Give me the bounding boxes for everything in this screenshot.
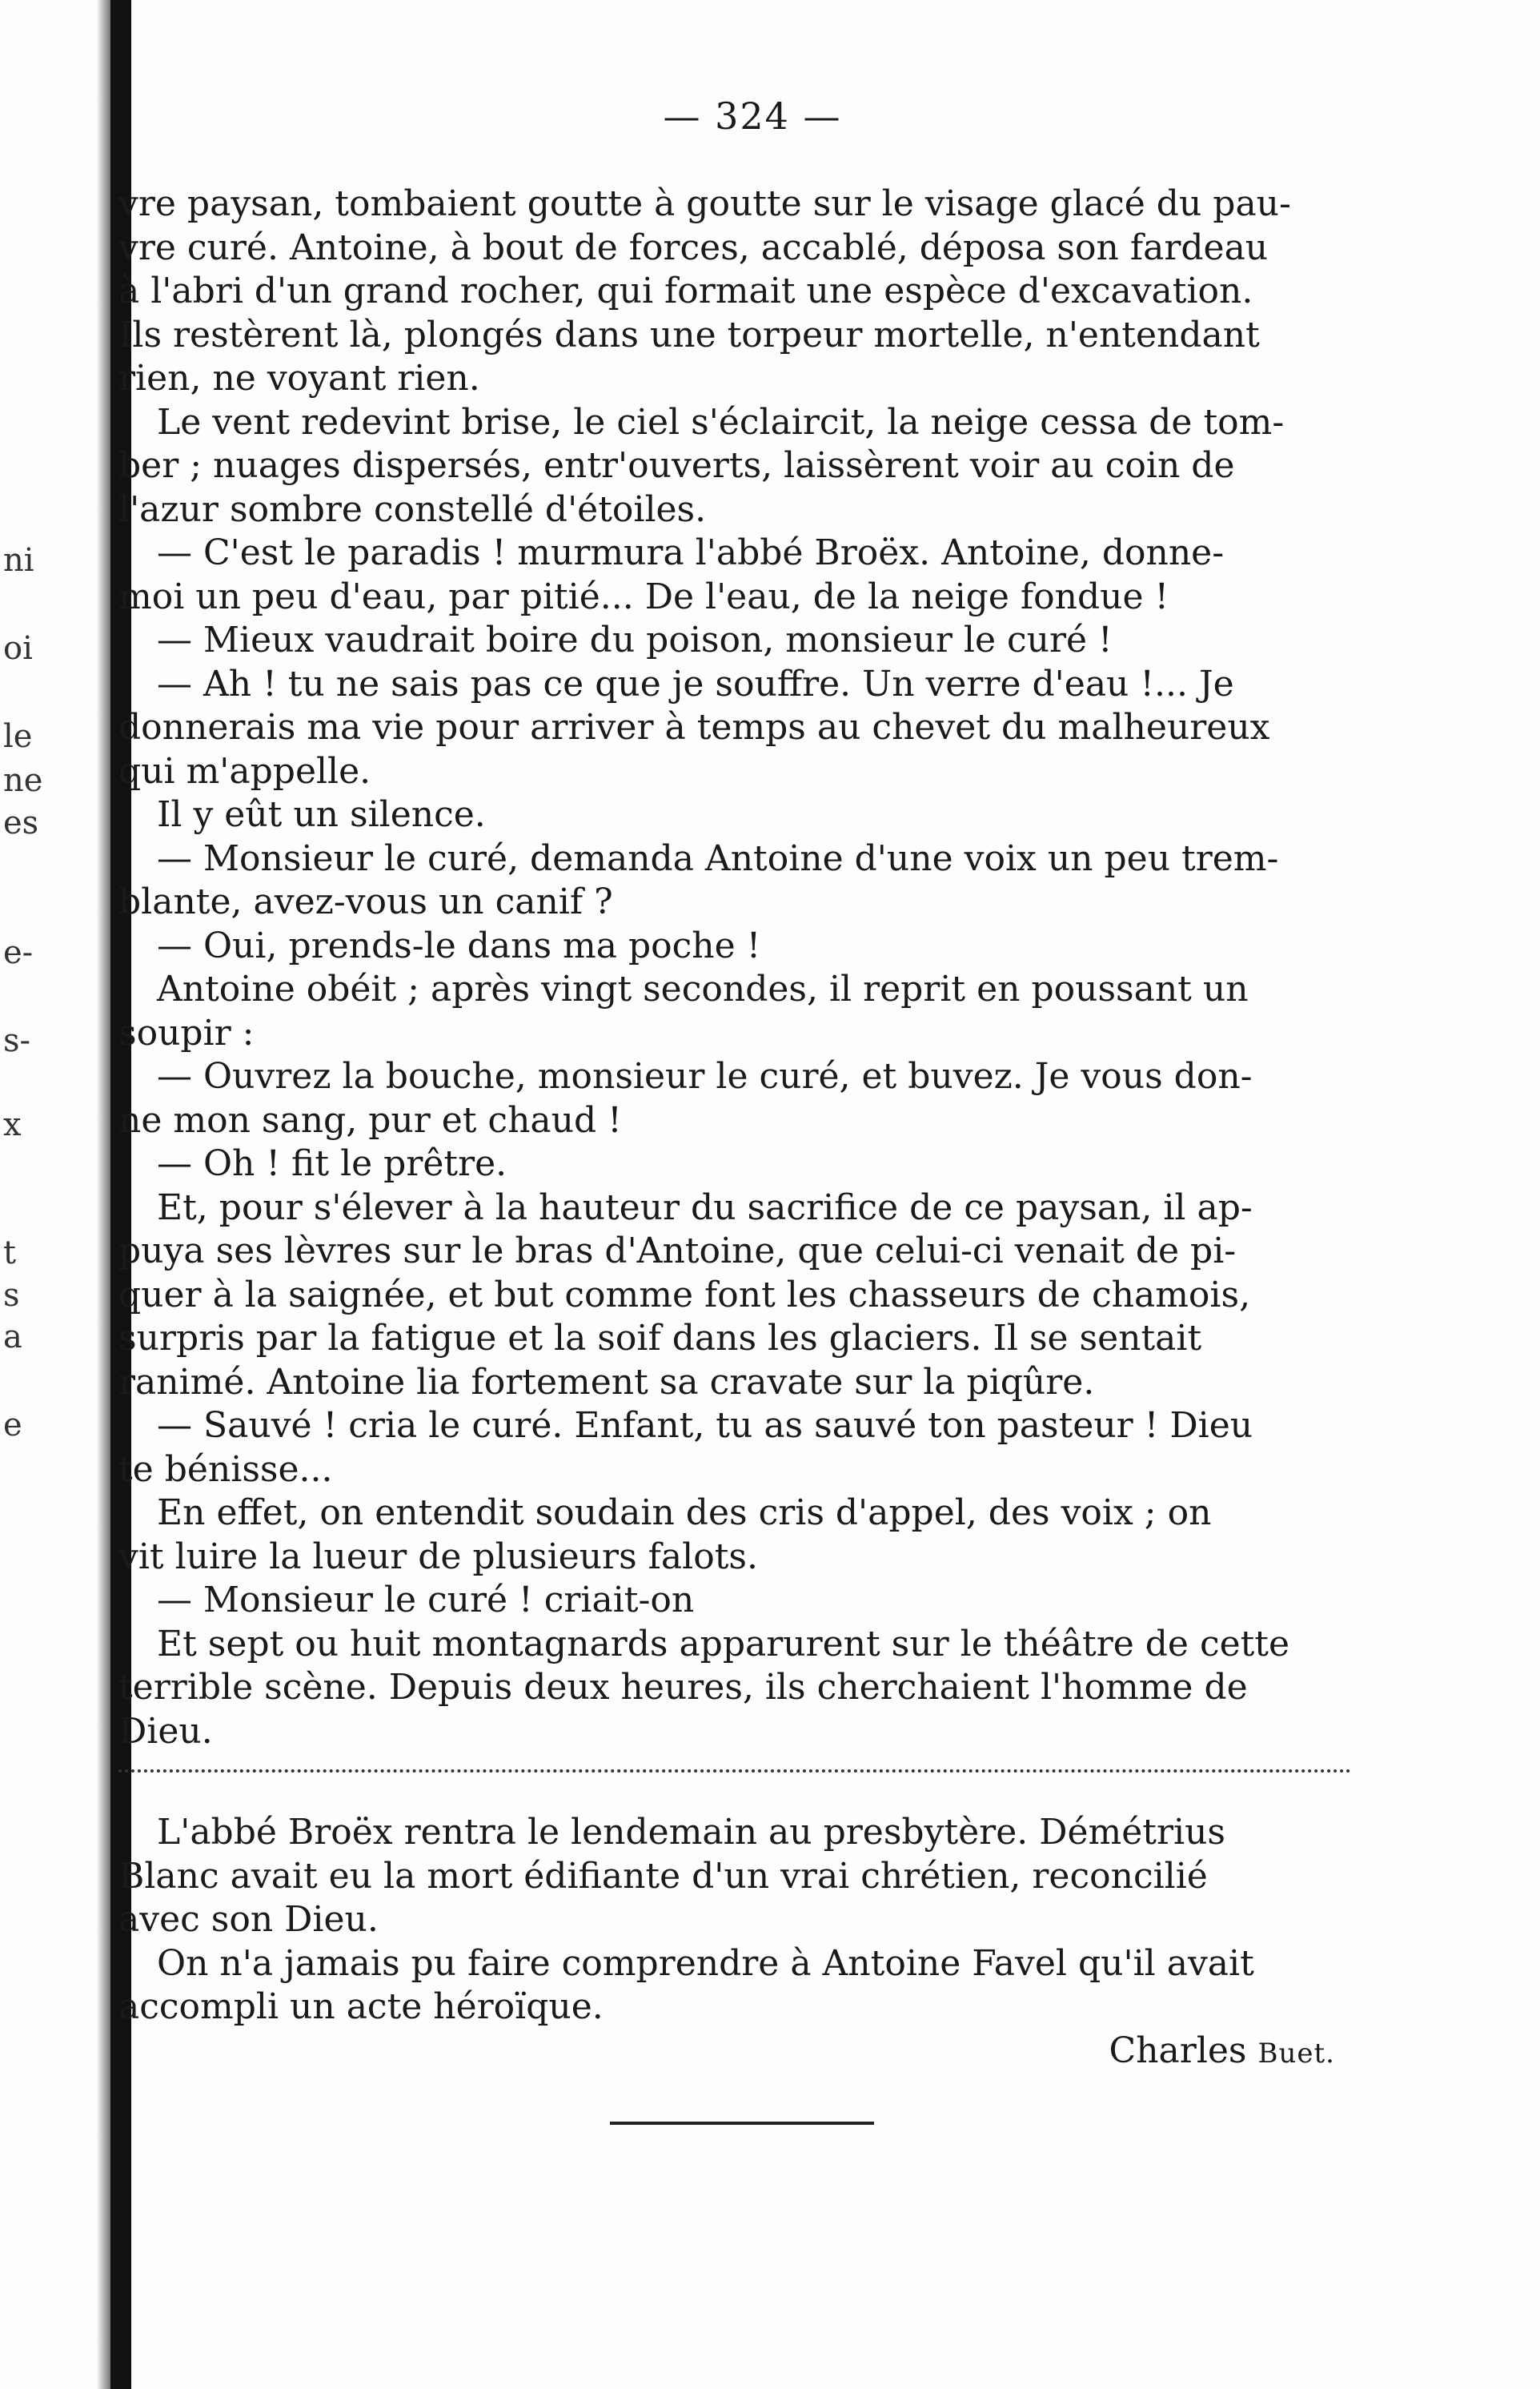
margin-fragment: a: [3, 1319, 22, 1355]
margin-fragment: e: [3, 1407, 22, 1443]
text-line: Le vent redevint brise, le ciel s'éclaircit, la neige cessa de tom-: [157, 401, 1285, 443]
margin-fragment: s-: [3, 1022, 31, 1059]
text-line: ber ; nuages dispersés, entr'ouverts, laissèrent voir au coin de: [118, 445, 1235, 486]
text-line: l'azur sombre constellé d'étoiles.: [118, 488, 707, 530]
text-line: avec son Dieu.: [118, 1899, 379, 1940]
text-line: vre curé. Antoine, à bout de forces, accablé, déposa son fardeau: [118, 227, 1269, 268]
text-line: — C'est le paradis ! murmura l'abbé Broëx. Antoine, donne-: [157, 532, 1225, 573]
margin-fragment: es: [3, 805, 39, 841]
text-line: ne mon sang, pur et chaud !: [118, 1099, 622, 1141]
text-line: Et sept ou huit montagnards apparurent sur le théâtre de cette: [157, 1623, 1290, 1664]
text-line: à l'abri d'un grand rocher, qui formait une espèce d'excavation.: [118, 271, 1253, 311]
margin-fragment: oi: [3, 630, 33, 667]
text-line: vre paysan, tombaient goutte à goutte sur le visage glacé du pau-: [118, 183, 1291, 224]
text-line: Il y eût un silence.: [157, 794, 486, 835]
margin-fragment: x: [3, 1106, 22, 1143]
dotted-separator: [118, 1769, 1351, 1795]
end-rule: [610, 2122, 874, 2125]
text-line: Dieu.: [118, 1710, 213, 1752]
text-line: — Mieux vaudrait boire du poison, monsieur le curé !: [157, 620, 1113, 660]
text-line: te bénisse...: [118, 1448, 333, 1490]
text-line: accompli un acte héroïque.: [118, 1986, 604, 2027]
margin-fragment: ni: [3, 542, 34, 579]
text-line: L'abbé Broëx rentra le lendemain au presbytère. Démétrius: [157, 1812, 1225, 1853]
author-signature: [118, 2030, 1359, 2074]
text-line: — Sauvé ! cria le curé. Enfant, tu as sauvé ton pasteur ! Dieu: [157, 1405, 1253, 1446]
text-line: puya ses lèvres sur le bras d'Antoine, que celui-ci venait de pi-: [118, 1231, 1237, 1271]
text-line: ranimé. Antoine lia fortement sa cravate sur la piqûre.: [118, 1361, 1095, 1403]
page-number: — 324 —: [663, 94, 842, 138]
text-line: — Oh ! fit le prêtre.: [157, 1143, 507, 1184]
author-first-name: Charles: [1109, 2030, 1247, 2071]
body-text: [118, 183, 1359, 2073]
text-line: Ils restèrent là, plongés dans une torpeur mortelle, n'entendant: [118, 314, 1260, 355]
text-line: Et, pour s'élever à la hauteur du sacrifice de ce paysan, il ap-: [157, 1186, 1253, 1228]
text-line: En effet, on entendit soudain des cris d'appel, des voix ; on: [157, 1492, 1212, 1533]
author-last-name: Buet.: [1257, 2037, 1335, 2070]
text-line: soupir :: [118, 1012, 255, 1054]
margin-fragment: e-: [3, 934, 34, 971]
text-line: rien, ne voyant rien.: [118, 358, 480, 399]
text-line: donnerais ma vie pour arriver à temps au chevet du malheureux: [118, 707, 1270, 748]
text-line: blante, avez-vous un canif ?: [118, 881, 613, 922]
margin-fragment: le: [3, 718, 33, 755]
text-line: vit luire la lueur de plusieurs falots.: [118, 1536, 758, 1577]
text-line: — Monsieur le curé ! criait-on: [157, 1580, 695, 1620]
text-line: terrible scène. Depuis deux heures, ils cherchaient l'homme de: [118, 1667, 1248, 1708]
text-line: moi un peu d'eau, par pitié... De l'eau, de la neige fondue !: [118, 576, 1169, 617]
text-line: surpris par la fatigue et la soif dans les glaciers. Il se sentait: [118, 1318, 1202, 1359]
text-line: — Oui, prends-le dans ma poche !: [157, 925, 761, 966]
text-line: quer à la saignée, et but comme font les chasseurs de chamois,: [118, 1274, 1251, 1315]
text-line: — Monsieur le curé, demanda Antoine d'une voix un peu trem-: [157, 837, 1279, 879]
margin-fragment: ne: [3, 762, 43, 799]
binding-shadow: [96, 0, 110, 2389]
text-line: qui m'appelle.: [118, 750, 371, 792]
margin-fragment: t: [3, 1235, 17, 1271]
text-line: — Ouvrez la bouche, monsieur le curé, et buvez. Je vous don-: [157, 1056, 1253, 1097]
margin-fragment: s: [3, 1277, 20, 1314]
text-line: Antoine obéit ; après vingt secondes, il reprit en poussant un: [157, 969, 1249, 1010]
text-line: Blanc avait eu la mort édifiante d'un vrai chrétien, reconcilié: [118, 1855, 1208, 1897]
text-line: On n'a jamais pu faire comprendre à Antoine Favel qu'il avait: [157, 1942, 1254, 1984]
text-line: — Ah ! tu ne sais pas ce que je souffre. Un verre d'eau !... Je: [157, 663, 1234, 705]
facing-page-fragments: [0, 0, 88, 2389]
